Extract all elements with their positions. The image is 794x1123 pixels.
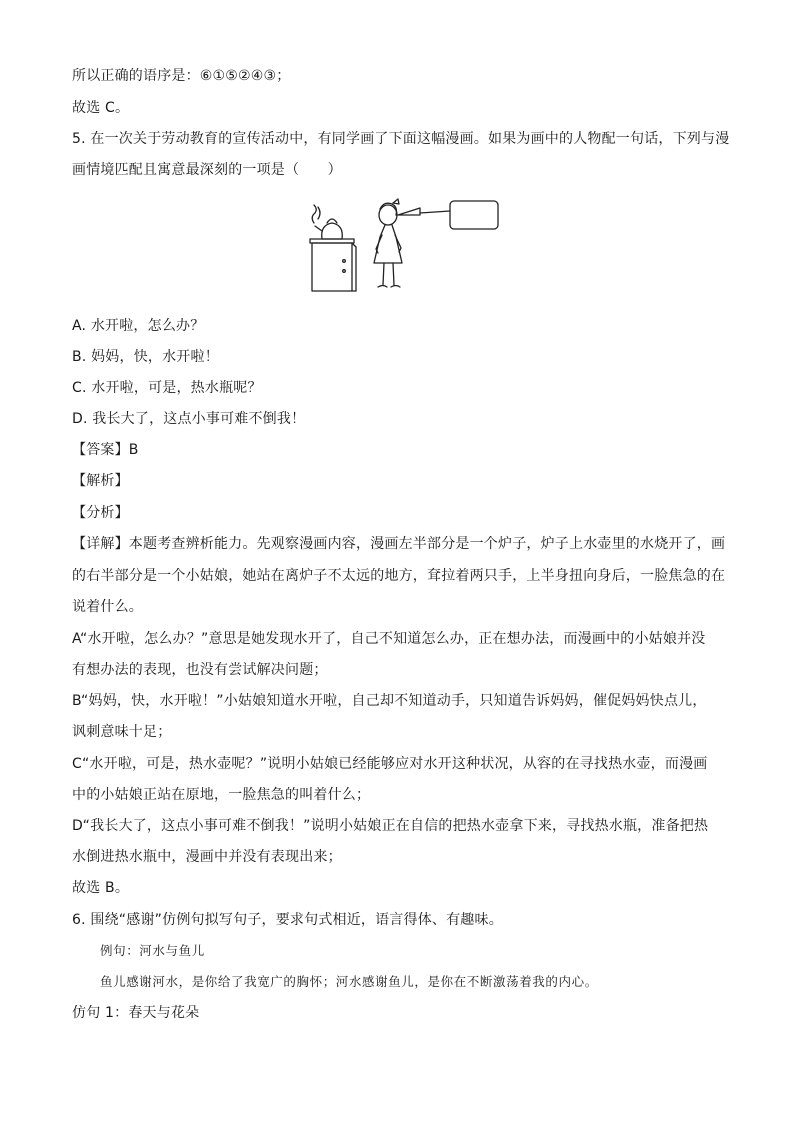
option-a: A. 水开啦，怎么办？ — [72, 318, 205, 334]
option-b: B. 妈妈，快，水开啦！ — [72, 349, 219, 365]
explain-b-line: 讽刺意味十足； — [72, 724, 172, 740]
question-6: 6. 围绕“感谢”仿例句拟写句子，要求句式相近，语言得体、有趣味。 — [72, 912, 503, 928]
detail-line: 【详解】本题考查辨析能力。先观察漫画内容，漫画左半部分是一个炉子，炉子上水壶里的水烧开了，画 — [72, 536, 726, 552]
explain-a-line: A“水开啦，怎么办？”意思是她发现水开了，自己不知道怎么办，正在想办法，而漫画中的小姑娘并没 — [72, 631, 706, 647]
explain-d-line: 水倒进热水瓶中，漫画中并没有表现出来； — [72, 849, 342, 865]
option-c: C. 水开啦，可是，热水瓶呢？ — [72, 380, 262, 396]
explain-c-line: C“水开啦，可是，热水壶呢？”说明小姑娘已经能够应对水开这种状况，从容的在寻找热水壶，而漫画 — [72, 756, 708, 772]
explain-c-line: 中的小姑娘正站在原地，一脸焦急的叫着什么； — [72, 787, 371, 803]
example-sentence: 鱼儿感谢河水，是你给了我宽广的胸怀；河水感谢鱼儿，是你在不断激荡着我的内心。 — [100, 974, 598, 989]
fenxi-label: 【分析】 — [72, 505, 129, 521]
option-d: D. 我长大了，这点小事可难不倒我！ — [72, 411, 306, 427]
imitate-sentence-1: 仿句 1：春天与花朵 — [72, 1005, 200, 1021]
explain-d-line: D“我长大了，这点小事可难不倒我！”说明小姑娘正在自信的把热水壶拿下来，寻找热水瓶，准备把热 — [72, 818, 709, 834]
example-label: 例句：河水与鱼儿 — [100, 943, 205, 958]
explain-a-line: 有想办法的表现，也没有尝试解决问题； — [72, 662, 328, 678]
text-line: 故选 B。 — [72, 880, 130, 896]
answer-label: 【答案】B — [72, 442, 139, 458]
question-5-line1: 5. 在一次关于劳动教育的宣传活动中，有同学画了下面这幅漫画。如果为画中的人物配一句话，下列与漫 — [72, 131, 730, 147]
text-line: 所以正确的语序是：⑥①⑤②④③； — [72, 68, 291, 84]
text-line: 故选 C。 — [72, 100, 130, 116]
question-5-line2: 画情境匹配且寓意最深刻的一项是（ ） — [72, 162, 342, 178]
explain-b-line: B“妈妈，快，水开啦！”小姑娘知道水开啦，自己却不知道动手，只知道告诉妈妈，催促妈妈快点儿， — [72, 693, 707, 709]
cartoon-girl-kettle-illustration — [300, 195, 505, 300]
detail-line: 说着什么。 — [72, 599, 143, 615]
analysis-label: 【解析】 — [72, 473, 129, 489]
detail-line: 的右半部分是一个小姑娘，她站在离炉子不太远的地方，耷拉着两只手，上半身扭向身后，一脸焦急的在 — [72, 568, 726, 584]
